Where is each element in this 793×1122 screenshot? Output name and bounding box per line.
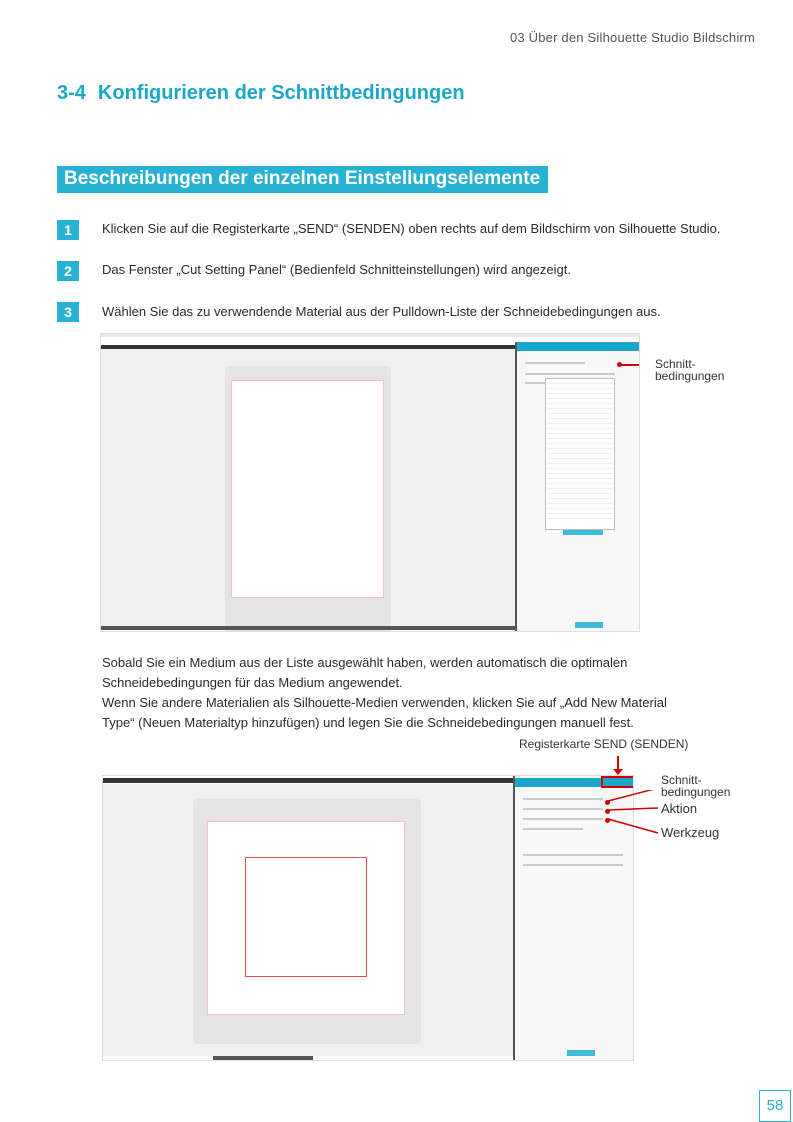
canvas-scrollbar[interactable] <box>101 626 515 630</box>
tool-bar <box>103 778 513 783</box>
step-badge-1: 1 <box>57 220 79 240</box>
send-panel <box>515 342 640 631</box>
callout-line <box>621 364 640 366</box>
section-title: Konfigurieren der Schnittbedingungen <box>97 82 465 104</box>
material-dropdown-list[interactable] <box>545 378 615 530</box>
media-sheet <box>207 821 405 1015</box>
design-canvas <box>101 349 515 626</box>
add-material-button[interactable] <box>563 530 603 535</box>
screenshot-cut-settings-panel <box>102 775 634 1061</box>
step-text-1: Klicken Sie auf die Registerkarte „SEND“ (SENDEN) oben rechts auf dem Bildschirm von Silhouette Studio. <box>102 221 721 236</box>
step-badge-3: 3 <box>57 302 79 322</box>
design-canvas <box>103 784 513 1056</box>
label-tool: Werkzeug <box>661 825 720 840</box>
step-text-3: Wählen Sie das zu verwendende Material aus der Pulldown-Liste der Schneidebedingungen aus. <box>102 304 661 319</box>
cut-shape-rectangle[interactable] <box>245 857 367 977</box>
section-number: 3-4 <box>57 82 86 104</box>
send-button[interactable] <box>575 622 603 628</box>
cutting-mat <box>193 799 421 1044</box>
label-send-tab: Registerkarte SEND (SENDEN) <box>519 737 689 751</box>
label-cut-conditions-2: Schnitt- bedingungen <box>661 773 731 799</box>
canvas-scrollbar[interactable] <box>213 1056 313 1060</box>
step-text-2: Das Fenster „Cut Setting Panel“ (Bedienfeld Schnitteinstellungen) wird angezeigt. <box>102 262 571 277</box>
label-action: Aktion <box>661 801 698 816</box>
send-tab-arrow <box>617 756 619 770</box>
title-bar <box>101 334 639 337</box>
step-badge-2: 2 <box>57 261 79 281</box>
label-cut-conditions-1: Schnitt- bedingungen <box>655 357 725 383</box>
page-number: 58 <box>759 1090 791 1122</box>
chapter-header: 03 Über den Silhouette Studio Bildschirm <box>509 30 755 45</box>
description-paragraph: Sobald Sie ein Medium aus der Liste ausgewählt haben, werden automatisch die optimalen Schneidebedingungen für das Medium angewendet. Wenn Sie andere Materialien als Silhouette-Medien verwenden, klicken Sie auf „Add New Material Type“ (Neuen Materialtyp hinzufügen) und legen Sie die Schneidebedingungen manuell fest. <box>102 655 667 730</box>
section-heading <box>57 82 465 105</box>
callout-lines <box>604 790 664 850</box>
media-sheet <box>231 380 384 598</box>
subsection-heading: Beschreibungen der einzelnen Einstellungselemente <box>57 166 548 193</box>
screenshot-cut-settings-list <box>100 333 640 632</box>
send-tab-highlight <box>601 776 634 788</box>
send-button[interactable] <box>567 1050 595 1056</box>
panel-tabs <box>517 342 640 351</box>
cutting-mat <box>225 366 391 632</box>
